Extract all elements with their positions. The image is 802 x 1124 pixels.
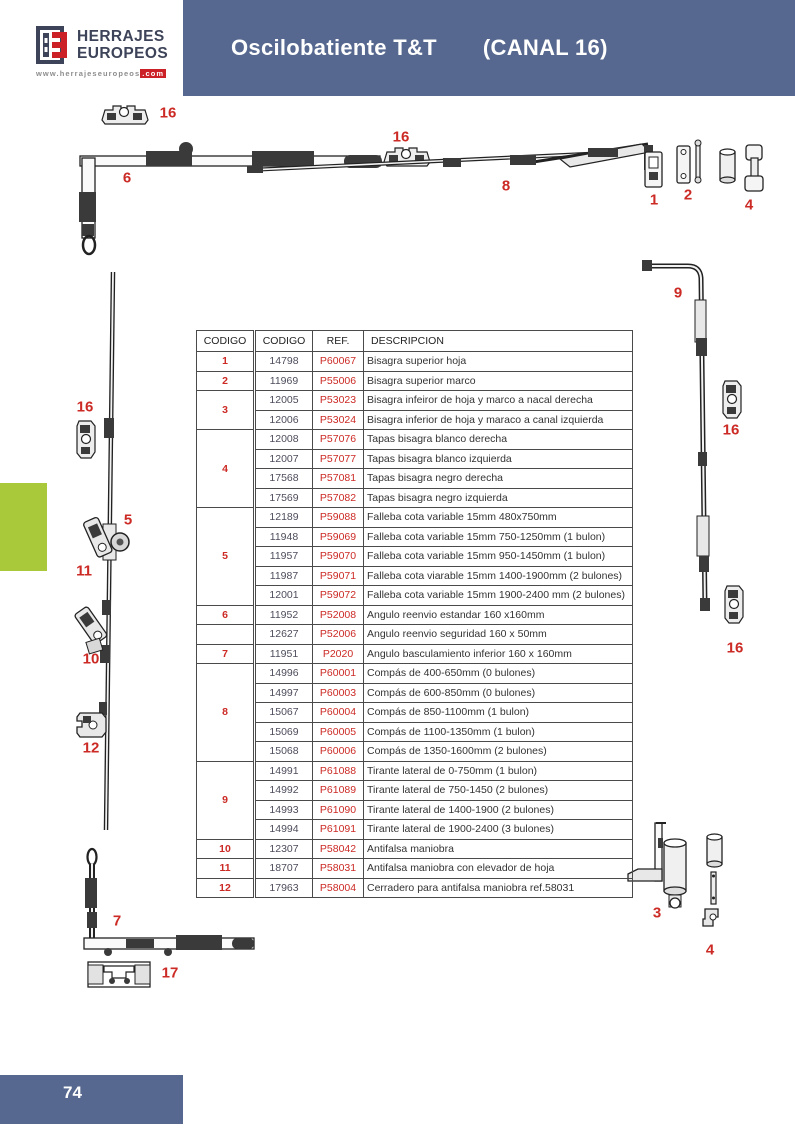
codigo-cell: 14798: [255, 352, 313, 372]
index-cell: 12: [197, 878, 255, 898]
part-17-drawing: [88, 962, 150, 987]
part-label-17: 17: [161, 964, 179, 982]
index-cell: 8: [197, 664, 255, 762]
index-cell: 11: [197, 859, 255, 879]
table-row: [197, 449, 633, 469]
desc-cell: Bisagra superior marco: [364, 371, 633, 391]
part-label-16: 16: [726, 639, 744, 657]
header-descripcion: DESCRIPCION: [364, 331, 633, 352]
part-12-drawing: [77, 713, 106, 737]
codigo-cell: 15067: [255, 703, 313, 723]
desc-cell: Bisagra superior hoja: [364, 352, 633, 372]
desc-cell: Tirante lateral de 0-750mm (1 bulon): [364, 761, 633, 781]
brand-line-1: HERRAJES: [77, 28, 165, 46]
index-cell: 3: [197, 391, 255, 430]
index-cell: 2: [197, 371, 255, 391]
page-title: Oscilobatiente T&T: [231, 35, 437, 60]
part-16-top-left-drawing: [102, 106, 148, 124]
ref-cell: P59088: [313, 508, 364, 528]
ref-cell: P60005: [313, 722, 364, 742]
desc-cell: Angulo basculamiento inferior 160 x 160mm: [364, 644, 633, 664]
codigo-cell: 11987: [255, 566, 313, 586]
part-label-4: 4: [705, 941, 715, 959]
header-codigo: CODIGO: [255, 331, 313, 352]
index-cell: 9: [197, 761, 255, 839]
codigo-cell: 14992: [255, 781, 313, 801]
desc-cell: Falleba cota variable 15mm 750-1250mm (1 bulon): [364, 527, 633, 547]
ref-cell: P60067: [313, 352, 364, 372]
page-subtitle: (CANAL 16): [482, 35, 608, 60]
header-codigo-index: CODIGO: [197, 331, 255, 352]
ref-cell: P57076: [313, 430, 364, 450]
ref-cell: P59071: [313, 566, 364, 586]
part-16-right-lower-drawing: [725, 586, 743, 623]
brand-line-2: EUROPEOS: [77, 45, 169, 62]
desc-cell: Tapas bisagra negro izquierda: [364, 488, 633, 508]
index-cell: 6: [197, 605, 255, 625]
desc-cell: Angulo reenvio seguridad 160 x 50mm: [364, 625, 633, 645]
ref-cell: P52008: [313, 605, 364, 625]
codigo-cell: 12008: [255, 430, 313, 450]
page-footer: [0, 1075, 183, 1124]
ref-cell: P60006: [313, 742, 364, 762]
table-row: [197, 469, 633, 489]
parts-table-body: [197, 352, 633, 898]
index-cell: 1: [197, 352, 255, 372]
table-row: [197, 605, 633, 625]
desc-cell: Compás de 600-850mm (0 bulones): [364, 683, 633, 703]
table-row: [197, 839, 633, 859]
desc-cell: Bisagra inferior de hoja y maraco a canal izquierda: [364, 410, 633, 430]
ref-cell: P57081: [313, 469, 364, 489]
table-row: [197, 625, 633, 645]
part-label-16: 16: [722, 421, 740, 439]
desc-cell: Antifalsa maniobra con elevador de hoja: [364, 859, 633, 879]
index-cell: [197, 625, 255, 645]
parts-table-header: [197, 331, 633, 352]
part-4-bottom-drawing: [703, 834, 722, 926]
table-row: [197, 683, 633, 703]
desc-cell: Antifalsa maniobra: [364, 839, 633, 859]
codigo-cell: 12001: [255, 586, 313, 606]
table-row: [197, 820, 633, 840]
ref-cell: P59072: [313, 586, 364, 606]
desc-cell: Compás de 1350-1600mm (2 bulones): [364, 742, 633, 762]
codigo-cell: 14994: [255, 820, 313, 840]
table-row: [197, 664, 633, 684]
table-row: [197, 761, 633, 781]
website-suffix: .com: [142, 69, 165, 78]
desc-cell: Falleba cota variable 15mm 1900-2400 mm (2 bulones): [364, 586, 633, 606]
part-label-16: 16: [392, 128, 410, 146]
part-label-11: 11: [76, 562, 92, 580]
table-row: [197, 547, 633, 567]
ref-cell: P58042: [313, 839, 364, 859]
ref-cell: P61089: [313, 781, 364, 801]
header-ref: REF.: [313, 331, 364, 352]
index-cell: 7: [197, 644, 255, 664]
table-row: [197, 781, 633, 801]
part-label-8: 8: [501, 177, 511, 195]
ref-cell: P61088: [313, 761, 364, 781]
ref-cell: P60004: [313, 703, 364, 723]
ref-cell: P53024: [313, 410, 364, 430]
part-label-7: 7: [112, 912, 122, 930]
part-2-drawing: [677, 140, 701, 183]
ref-cell: P60001: [313, 664, 364, 684]
codigo-cell: 14997: [255, 683, 313, 703]
website-text: www.herrajeseuropeos: [36, 69, 141, 78]
table-row: [197, 644, 633, 664]
desc-cell: Falleba cota viarable 15mm 1400-1900mm (2 bulones): [364, 566, 633, 586]
desc-cell: Tapas bisagra blanco derecha: [364, 430, 633, 450]
codigo-cell: 11952: [255, 605, 313, 625]
codigo-cell: 11969: [255, 371, 313, 391]
part-16-left-drawing: [77, 421, 95, 458]
table-row: [197, 527, 633, 547]
ref-cell: P58004: [313, 878, 364, 898]
table-row: [197, 430, 633, 450]
part-1-drawing: [645, 152, 662, 187]
part-16-right-upper-drawing: [723, 381, 741, 418]
part-label-6: 6: [122, 169, 132, 187]
codigo-cell: 15069: [255, 722, 313, 742]
desc-cell: Falleba cota variable 15mm 480x750mm: [364, 508, 633, 528]
index-cell: 4: [197, 430, 255, 508]
ref-cell: P59070: [313, 547, 364, 567]
codigo-cell: 18707: [255, 859, 313, 879]
table-row: [197, 488, 633, 508]
table-row: [197, 508, 633, 528]
codigo-cell: 17963: [255, 878, 313, 898]
codigo-cell: 15068: [255, 742, 313, 762]
ref-cell: P59069: [313, 527, 364, 547]
table-row: [197, 859, 633, 879]
codigo-cell: 12006: [255, 410, 313, 430]
table-row: [197, 391, 633, 411]
codigo-cell: 12005: [255, 391, 313, 411]
desc-cell: Tapas bisagra negro derecha: [364, 469, 633, 489]
ref-cell: P52006: [313, 625, 364, 645]
ref-cell: P61091: [313, 820, 364, 840]
table-row: [197, 722, 633, 742]
header-row: [197, 331, 633, 352]
index-cell: 5: [197, 508, 255, 606]
part-label-4: 4: [744, 196, 754, 214]
part-label-5: 5: [123, 511, 133, 529]
table-row: [197, 371, 633, 391]
part-label-12: 12: [82, 739, 100, 757]
codigo-cell: 17568: [255, 469, 313, 489]
table-row: [197, 410, 633, 430]
table-row: [197, 742, 633, 762]
parts-table: [196, 330, 633, 898]
desc-cell: Angulo reenvio estandar 160 x160mm: [364, 605, 633, 625]
codigo-cell: 12189: [255, 508, 313, 528]
table-row: [197, 586, 633, 606]
part-label-1: 1: [649, 191, 659, 209]
ref-cell: P61090: [313, 800, 364, 820]
ref-cell: P53023: [313, 391, 364, 411]
desc-cell: Cerradero para antifalsa maniobra ref.58031: [364, 878, 633, 898]
desc-cell: Tirante lateral de 1900-2400 (3 bulones): [364, 820, 633, 840]
table-row: [197, 703, 633, 723]
codigo-cell: 11957: [255, 547, 313, 567]
desc-cell: Tirante lateral de 750-1450 (2 bulones): [364, 781, 633, 801]
desc-cell: Compás de 400-650mm (0 bulones): [364, 664, 633, 684]
codigo-cell: 12627: [255, 625, 313, 645]
codigo-cell: 14996: [255, 664, 313, 684]
codigo-cell: 14993: [255, 800, 313, 820]
part-label-3: 3: [652, 904, 662, 922]
ref-cell: P60003: [313, 683, 364, 703]
codigo-cell: 17569: [255, 488, 313, 508]
table-row: [197, 566, 633, 586]
ref-cell: P58031: [313, 859, 364, 879]
part-label-9: 9: [673, 284, 683, 302]
desc-cell: Tapas bisagra blanco izquierda: [364, 449, 633, 469]
part-label-16: 16: [76, 398, 94, 416]
table-row: [197, 878, 633, 898]
part-3-drawing: [628, 823, 686, 908]
part-label-2: 2: [683, 186, 693, 204]
ref-cell: P57077: [313, 449, 364, 469]
table-row: [197, 352, 633, 372]
ref-cell: P57082: [313, 488, 364, 508]
index-cell: 10: [197, 839, 255, 859]
codigo-cell: 12307: [255, 839, 313, 859]
part-6-drawing: [79, 142, 382, 254]
part-label-16: 16: [159, 104, 177, 122]
desc-cell: Falleba cota variable 15mm 950-1450mm (1 bulon): [364, 547, 633, 567]
codigo-cell: 11948: [255, 527, 313, 547]
desc-cell: Bisagra infeiror de hoja y marco a nacal derecha: [364, 391, 633, 411]
codigo-cell: 11951: [255, 644, 313, 664]
desc-cell: Compás de 850-1100mm (1 bulon): [364, 703, 633, 723]
desc-cell: Compás de 1100-1350mm (1 bulon): [364, 722, 633, 742]
ref-cell: P2020: [313, 644, 364, 664]
part-9-drawing: [642, 260, 710, 611]
desc-cell: Tirante lateral de 1400-1900 (2 bulones): [364, 800, 633, 820]
part-4-top-drawing: [720, 145, 763, 191]
codigo-cell: 14991: [255, 761, 313, 781]
page-number: 74: [63, 1083, 82, 1102]
part-label-10: 10: [82, 650, 100, 668]
codigo-cell: 12007: [255, 449, 313, 469]
table-row: [197, 800, 633, 820]
ref-cell: P55006: [313, 371, 364, 391]
